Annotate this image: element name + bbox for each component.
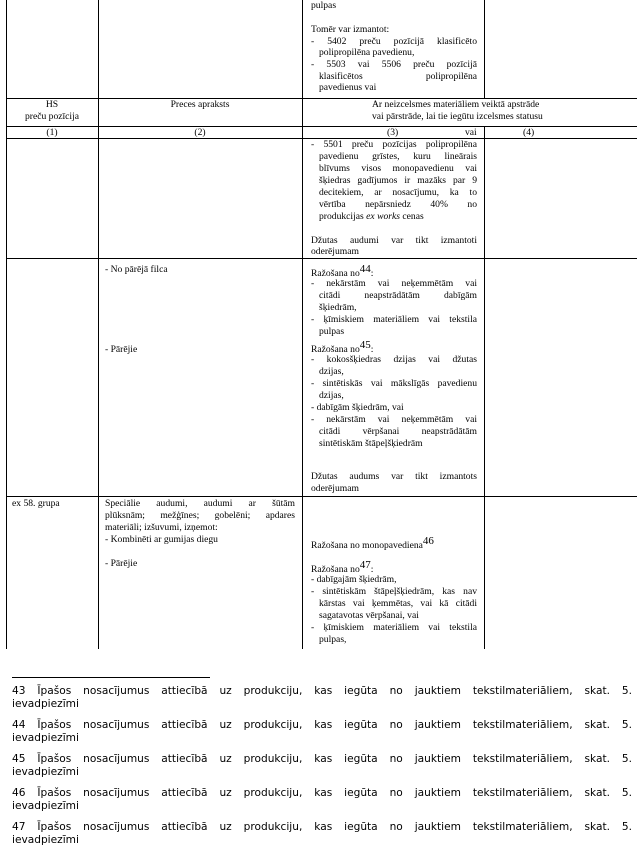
col-divider-3b xyxy=(484,126,485,649)
text-line: pulpas xyxy=(311,0,337,11)
text-line: - 5402 preču pozīcijā klasificēto xyxy=(311,36,477,47)
rule-list-line: - ķīmiskiem materiāliem vai tekstila xyxy=(311,622,477,633)
rule-heading: Ražošana $no^{45}$: xyxy=(311,339,374,356)
rule-list-line: sagatavotas vērpšanai, vai xyxy=(319,610,419,621)
rule-list-line: - nekārstām vai neķemmētām vai xyxy=(311,414,477,425)
rule-list-line: dzijas, xyxy=(319,366,344,377)
header-processing-line1: Ar neizcelsmes materiāliem veiktā apstrāde xyxy=(372,99,540,110)
description-line: - Pārējie xyxy=(105,344,138,355)
footnote-text: Īpašos nosacījumus attiecībā uz produkciju, kas iegūta no jauktiem tekstilmateriāliem, skat. 5. xyxy=(37,821,632,833)
footnote-continuation: ievadpiezīmi xyxy=(12,697,79,710)
description-line: Speciālie audumi, audumi ar šūtām xyxy=(105,498,295,509)
rule-list-line: dzijas, xyxy=(319,390,344,401)
rule-list-line: - kokosšķiedras dzijas vai džutas xyxy=(311,354,477,365)
header-num-2: (2) xyxy=(194,127,206,138)
description-line: plūksnām; mežģīnes; gobelēni; apdares xyxy=(105,510,295,521)
rule-note-line: oderējumam xyxy=(311,483,359,494)
rule-note-line: oderējumam xyxy=(311,246,359,257)
description-line: - Kombinēti ar gumijas diegu xyxy=(105,534,218,545)
header-vai: vai xyxy=(465,127,477,138)
row-rule-2 xyxy=(6,496,637,497)
rule-list-line: - nekārstām vai neķemmētām vai xyxy=(311,278,477,289)
rule-heading: Ražošana no monopavediena$^{46}$ xyxy=(311,535,434,552)
hs-code: ex 58. grupa xyxy=(12,498,60,509)
rule-list-line: - sintētiskās vai mākslīgās pavedienu xyxy=(311,378,477,389)
col-divider-3 xyxy=(484,0,485,98)
text-line: Tomēr var izmantot: xyxy=(311,24,390,35)
footnote-ref: 45 xyxy=(359,339,371,351)
rule-note-line: Džutas audumi var tikt izmantoti xyxy=(311,235,477,246)
rule-list-line: šķiedrām, xyxy=(319,302,357,313)
rule-list-line: pulpas, xyxy=(319,634,347,645)
rule-list-line: citādi vērpšanai neapstrādātām xyxy=(319,426,477,437)
footnote xyxy=(12,719,632,744)
rule-list-line: pulpas xyxy=(319,326,345,337)
footnote xyxy=(12,685,632,710)
footnote xyxy=(12,787,632,812)
header-hs-line2: preču pozīcija xyxy=(24,111,80,122)
rule-list-line: - dabīgajām šķiedrām, xyxy=(311,574,397,585)
header-hs-line1: HS xyxy=(45,99,59,110)
header-num-3: (3) xyxy=(387,127,399,138)
footnote-text: Īpašos nosacījumus attiecībā uz produkciju, kas iegūta no jauktiem tekstilmateriāliem, skat. 5. xyxy=(37,685,632,697)
description-line: - Pārējie xyxy=(105,558,138,569)
rule-list-line: citādi neapstrādātām dabīgām xyxy=(319,290,477,301)
footnote-separator xyxy=(12,677,210,678)
rule-heading: Ražošana $no^{47}$: xyxy=(311,559,374,576)
row-rule-1 xyxy=(6,258,637,259)
rule-list-line: sintētiskām štāpeļšķiedrām xyxy=(319,438,423,449)
footnote-text: Īpašos nosacījumus attiecībā uz produkciju, kas iegūta no jauktiem tekstilmateriāliem, skat. 5. xyxy=(37,753,632,765)
footnote-number: 44 xyxy=(12,719,26,731)
text-line: polipropilēna pavedienu, xyxy=(319,47,415,58)
footnote-ref: 47 xyxy=(359,559,371,571)
rule-text-line: vērtība nepārsniedz 40% no xyxy=(319,199,477,210)
description-line: materiāli; izšuvumi, izņemot: xyxy=(105,522,218,533)
header-description: Preces apraksts xyxy=(170,99,230,110)
footnote-number: 47 xyxy=(12,821,26,833)
rule-text-line: blīvums visos monopavedienu vai xyxy=(319,163,477,174)
footnote-number: 45 xyxy=(12,753,26,765)
footnote-text: Īpašos nosacījumus attiecībā uz produkciju, kas iegūta no jauktiem tekstilmateriāliem, skat. 5. xyxy=(37,719,632,731)
footnote-ref: 46 xyxy=(422,535,434,547)
footnote-number: 43 xyxy=(12,685,26,697)
rule-text-line: decitekiem, ar nosacījumu, ka to xyxy=(319,187,477,198)
footnote-continuation: ievadpiezīmi xyxy=(12,731,79,744)
header-num-4: (4) xyxy=(523,127,535,138)
header-num-1: (1) xyxy=(46,127,58,138)
footnote-continuation: ievadpiezīmi xyxy=(12,833,79,846)
footnote-number: 46 xyxy=(12,787,26,799)
text-line: klasificētos polipropilēna xyxy=(319,71,477,82)
rule-heading: Ražošana $no^{44}$: xyxy=(311,263,374,280)
rule-text-line: šķiedras gadījumos ir mazāks par 9 xyxy=(319,175,477,186)
footnote-continuation: ievadpiezīmi xyxy=(12,765,79,778)
rule-note-line: Džutas audums var tikt izmantots xyxy=(311,471,477,482)
footnote xyxy=(12,753,632,778)
footnote-text: Īpašos nosacījumus attiecībā uz produkciju, kas iegūta no jauktiem tekstilmateriāliem, skat. 5. xyxy=(37,787,632,799)
rule-list-line: kārstas vai ķemmētas, vai kā citādi xyxy=(319,598,477,609)
rule-list-line: - dabīgām šķiedrām, vai xyxy=(311,402,404,413)
rule-text-line: - 5501 preču pozīcijas polipropilēna xyxy=(311,139,477,150)
rule-text-line: pavedienu grīstes, kuru lineārais xyxy=(319,151,477,162)
footnote-ref: 44 xyxy=(359,263,371,275)
rule-text-line-last: produkcijas ex works cenas xyxy=(319,211,424,222)
footnote-continuation: ievadpiezīmi xyxy=(12,799,79,812)
text-line: - 5503 vai 5506 preču pozīcijā xyxy=(311,59,477,70)
header-processing-line2: vai pārstrāde, lai tie iegūtu izcelsmes statusu xyxy=(372,111,543,122)
rule-list-line: - sintētiskām štāpeļšķiedrām, kas nav xyxy=(311,586,477,597)
text-line: pavedienus vai xyxy=(319,82,377,93)
footnote xyxy=(12,821,632,846)
rule-list-line: - ķīmiskiem materiāliem vai tekstila xyxy=(311,314,477,325)
description-line: - No pārējā filca xyxy=(105,264,168,275)
